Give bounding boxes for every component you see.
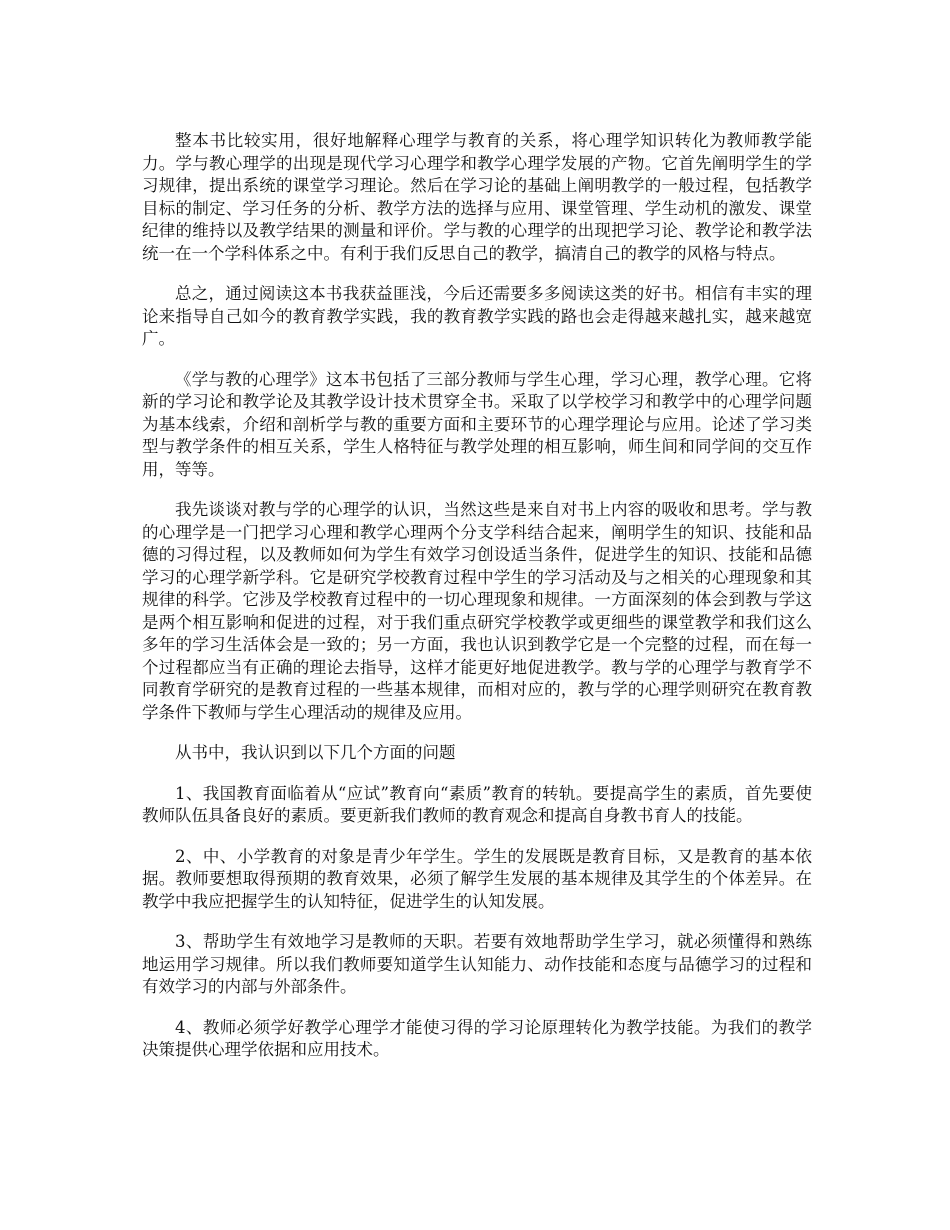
paragraph-point-2: 2、中、小学教育的对象是青少年学生。学生的发展既是教育目标，又是教育的基本依据。教师要想取得预期的教育效果，必须了解学生发展的基本规律及其学生的个体差异。在教学中我应把握学生的认知特征，促进学生的认知发展。 xyxy=(142,846,812,911)
document-body xyxy=(142,130,812,1080)
paragraph-book-practicality: 整本书比较实用，很好地解释心理学与教育的关系，将心理学知识转化为教师教学能力。学与教心理学的出现是现代学习心理学和教学心理学发展的产物。它首先阐明学生的学习规律，提出系统的课堂学习理论。然后在学习论的基础上阐明教学的一般过程，包括教学目标的制定、学习任务的分析、教学方法的选择与应用、课堂管理、学生动机的激发、课堂纪律的维持以及教学结果的测量和评价。学与教的心理学的出现把学习论、教学论和教学法统一在一个学科体系之中。有利于我们反思自己的教学，搞清自己的教学的风格与特点。 xyxy=(142,131,812,263)
paragraph-book-contents: 《学与教的心理学》这本书包括了三部分教师与学生心理，学习心理，教学心理。它将新的学习论和教学论及其教学设计技术贯穿全书。采取了以学校学习和教学中的心理学问题为基本线索，介绍和剖析学与教的重要方面和主要环节的心理学理论与应用。论述了学习类型与教学条件的相互关系，学生人格特征与教学处理的相互影响，师生间和同学间的交互作用，等等。 xyxy=(142,369,812,479)
paragraph-issues-intro: 从书中，我认识到以下几个方面的问题 xyxy=(175,743,456,762)
paragraph-point-4: 4、教师必须学好教学心理学才能使习得的学习论原理转化为教学技能。为我们的教学决策提供心理学依据和应用技术。 xyxy=(142,1017,812,1059)
paragraph-summary: 总之，通过阅读这本书我获益匪浅，今后还需要多多阅读这类的好书。相信有丰实的理论来指导自己如今的教育教学实践，我的教育教学实践的路也会走得越来越扎实，越来越宽广。 xyxy=(142,284,812,348)
paragraph-point-3: 3、帮助学生有效地学习是教师的天职。若要有效地帮助学生学习，就必须懂得和熟练地运用学习规律。所以我们教师要知道学生认知能力、动作技能和态度与品德学习的过程和有效学习的内部与外部条件。 xyxy=(142,932,812,996)
paragraph-understanding: 我先谈谈对教与学的心理学的认识，当然这些是来自对书上内容的吸收和思考。学与教的心理学是一门把学习心理和教学心理两个分支学科结合起来，阐明学生的知识、技能和品德的习得过程，以及教师如何为学生有效学习创设适当条件，促进学生的知识、技能和品德学习的心理学新学科。它是研究学校教育过程中学生的学习活动及与之相关的心理现象和其规律的科学。它涉及学校教育过程中的一切心理现象和规律。一方面深刻的体会到教与学这是两个相互影响和促进的过程，对于我们重点研究学校教学或更细些的课堂教学和我们这么多年的学习生活体会是一致的；另一方面，我也认识到教学它是一个完整的过程，而在每一个过程都应当有正确的理论去指导，这样才能更好地促进教学。教与学的心理学与教育学不同教育学研究的是教育过程的一些基本规律，而相对应的，教与学的心理学则研究在教育教学条件下教师与学生心理活动的规律及应用。 xyxy=(142,500,812,722)
paragraph-point-1: 1、我国教育面临着从“应试”教育向“素质”教育的转轨。要提高学生的素质，首先要使教师队伍具备良好的素质。要更新我们教师的教育观念和提高自身教书育人的技能。 xyxy=(142,783,812,825)
